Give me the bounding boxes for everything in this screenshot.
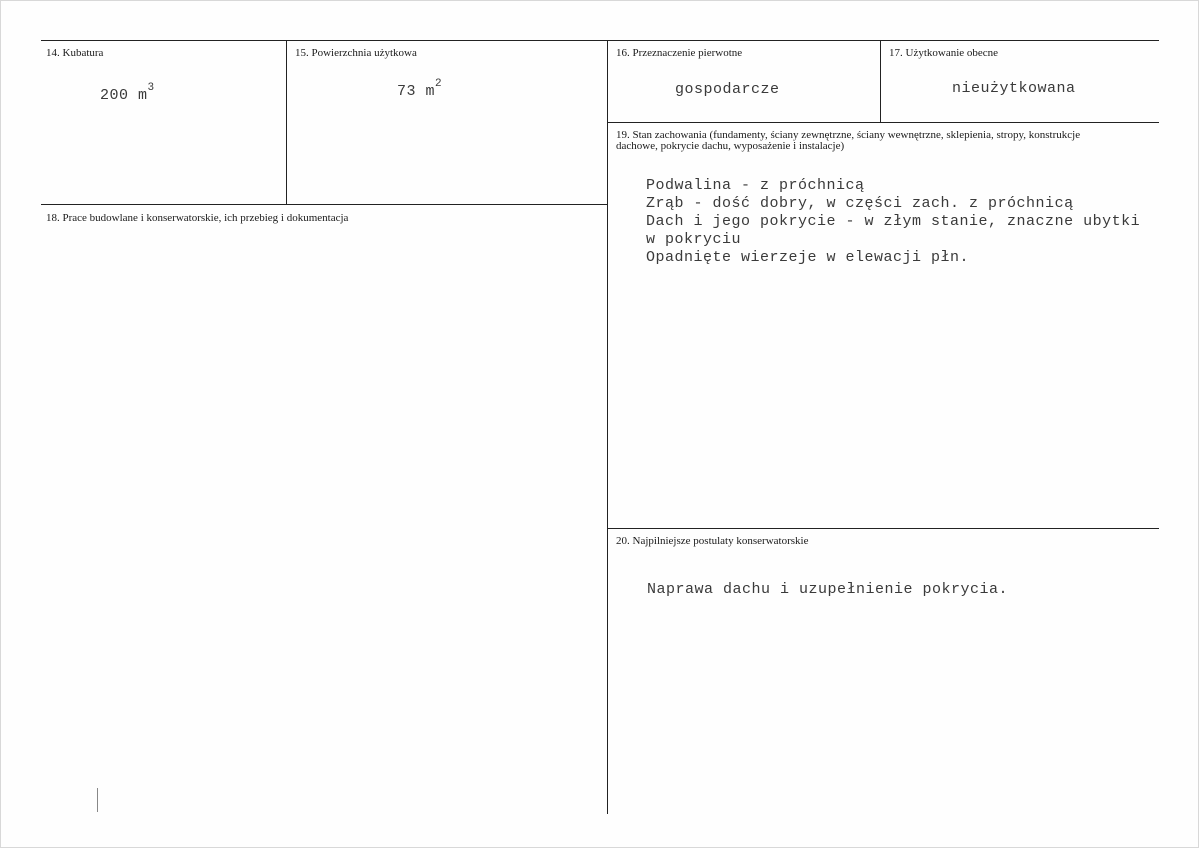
field-14-unit-exponent: 3 xyxy=(147,82,155,94)
field-19-value xyxy=(646,177,1186,267)
field-14-label: 14. Kubatura xyxy=(46,47,104,59)
rule-15-18 xyxy=(41,204,607,205)
rule-16-19 xyxy=(607,122,1159,123)
field-16-label: 16. Przeznaczenie pierwotne xyxy=(616,47,743,59)
field-19-line: Zrąb - dość dobry, w części zach. z próchnicą xyxy=(646,195,1074,212)
field-14-value xyxy=(100,82,155,104)
field-19-line: w pokryciu xyxy=(646,231,742,248)
field-14-number: 200 m xyxy=(100,87,148,104)
field-20-label: 20. Najpilniejsze postulaty konserwatorskie xyxy=(616,535,809,547)
field-19-line: Opadnięte wierzeje w elewacji płn. xyxy=(646,249,970,266)
rule-19-20 xyxy=(607,528,1159,529)
field-17-value: nieużytkowana xyxy=(952,80,1076,97)
top-rule xyxy=(41,40,1159,41)
divider-14-15 xyxy=(286,40,287,204)
field-19-line: Dach i jego pokrycie - w złym stanie, znaczne ubytki xyxy=(646,213,1141,230)
divider-left-right xyxy=(607,40,608,814)
field-15-value xyxy=(397,78,443,100)
field-19-line: Podwalina - z próchnicą xyxy=(646,177,865,194)
field-15-unit-exponent: 2 xyxy=(435,78,443,90)
field-17-label: 17. Użytkowanie obecne xyxy=(889,47,999,59)
field-16-value: gospodarcze xyxy=(675,81,780,98)
field-15-number: 73 m xyxy=(397,83,436,100)
pencil-mark xyxy=(97,788,100,812)
field-15-label: 15. Powierzchnia użytkowa xyxy=(295,47,417,59)
field-19-label: 19. Stan zachowania (fundamenty, ściany zewnętrzne, ściany wewnętrzne, sklepienia, stropy, konstrukcje dachowe, pokrycie dachu, wyposażenie i instalacje) xyxy=(616,129,1081,152)
divider-16-17 xyxy=(880,40,881,122)
field-20-value: Naprawa dachu i uzupełnienie pokrycia. xyxy=(647,581,1009,598)
field-18-label: 18. Prace budowlane i konserwatorskie, ich przebieg i dokumentacja xyxy=(46,212,349,224)
